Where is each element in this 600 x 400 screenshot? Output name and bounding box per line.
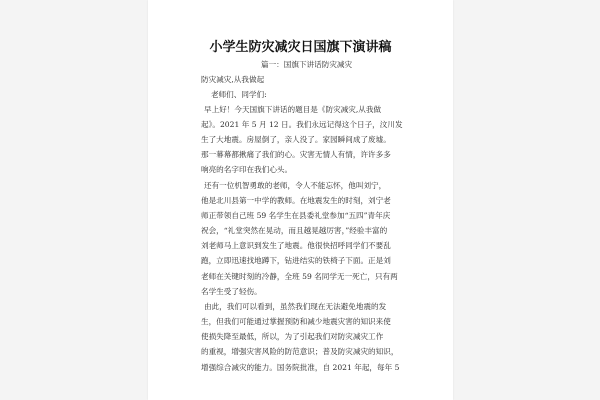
paragraph-line: 跑，立即迅速找地蹲下，钻进结实的铁椅子下面。正是刘 (201, 256, 391, 265)
paragraph-line: 老师在关键时刻的冷静，全班 59 名同学无一死亡，只有两 (201, 272, 398, 281)
paragraph-line: 使损失降至最低，所以，为了引起我们对防灾减灾工作 (201, 332, 384, 341)
paragraph-line: 那一幕幕都揪痛了我们的心。灾害无情人有情，许许多多 (201, 150, 391, 159)
paragraph-line: 名学生受了轻伤。 (201, 287, 262, 296)
paragraph-line: 他是北川县第一中学的教师。在地震发生的时刻，刘宁老 (201, 196, 391, 205)
paragraph-line: 师正带领自己班 59 名学生在县委礼堂参加“五四”青年庆 (201, 211, 391, 220)
paragraph-line: 早上好！今天国旗下讲话的题目是《防灾减灾,从我做 (204, 105, 382, 114)
paragraph-line: 祝会，“礼堂突然在晃动，而且越晃越厉害，”经验丰富的 (201, 226, 388, 235)
paragraph-line: 生，但我们可能通过掌握预防和减少地震灾害的知识来使 (201, 317, 391, 326)
paragraph-line: 还有一位机智勇敢的老师，令人不能忘怀，他叫刘宁， (204, 181, 387, 190)
document-page (148, 0, 453, 400)
document-title: 小学生防灾减灾日国旗下演讲稿 (209, 40, 392, 55)
paragraph-line: 由此，我们可以看到，虽然我们现在无法避免地震的发 (204, 302, 387, 311)
document-heading: 防灾减灾,从我做起 (201, 75, 265, 84)
paragraph-line: 的重视，增强灾害风险的防范意识；普及防灾减灾的知识， (201, 347, 399, 356)
paragraph-line: 增强综合减灾的能力。国务院批准，自 2021 年起，每年 5 (201, 363, 400, 372)
paragraph-line: 生了大地震。房屋倒了，亲人没了。家园瞬间成了废墟。 (201, 135, 391, 144)
document-subtitle: 篇一：国旗下讲话防灾减灾 (261, 60, 353, 69)
paragraph-line: 刘老师马上意识到发生了地震。他很快招呼同学们不要乱 (201, 241, 391, 250)
paragraph-line: 起》。2021 年 5 月 12 日。我们永远记得这个日子，汶川发 (201, 120, 403, 129)
paragraph-line: 响亮的名字印在我们心头。 (201, 165, 293, 174)
greeting-line: 老师们、同学们: (211, 90, 267, 99)
